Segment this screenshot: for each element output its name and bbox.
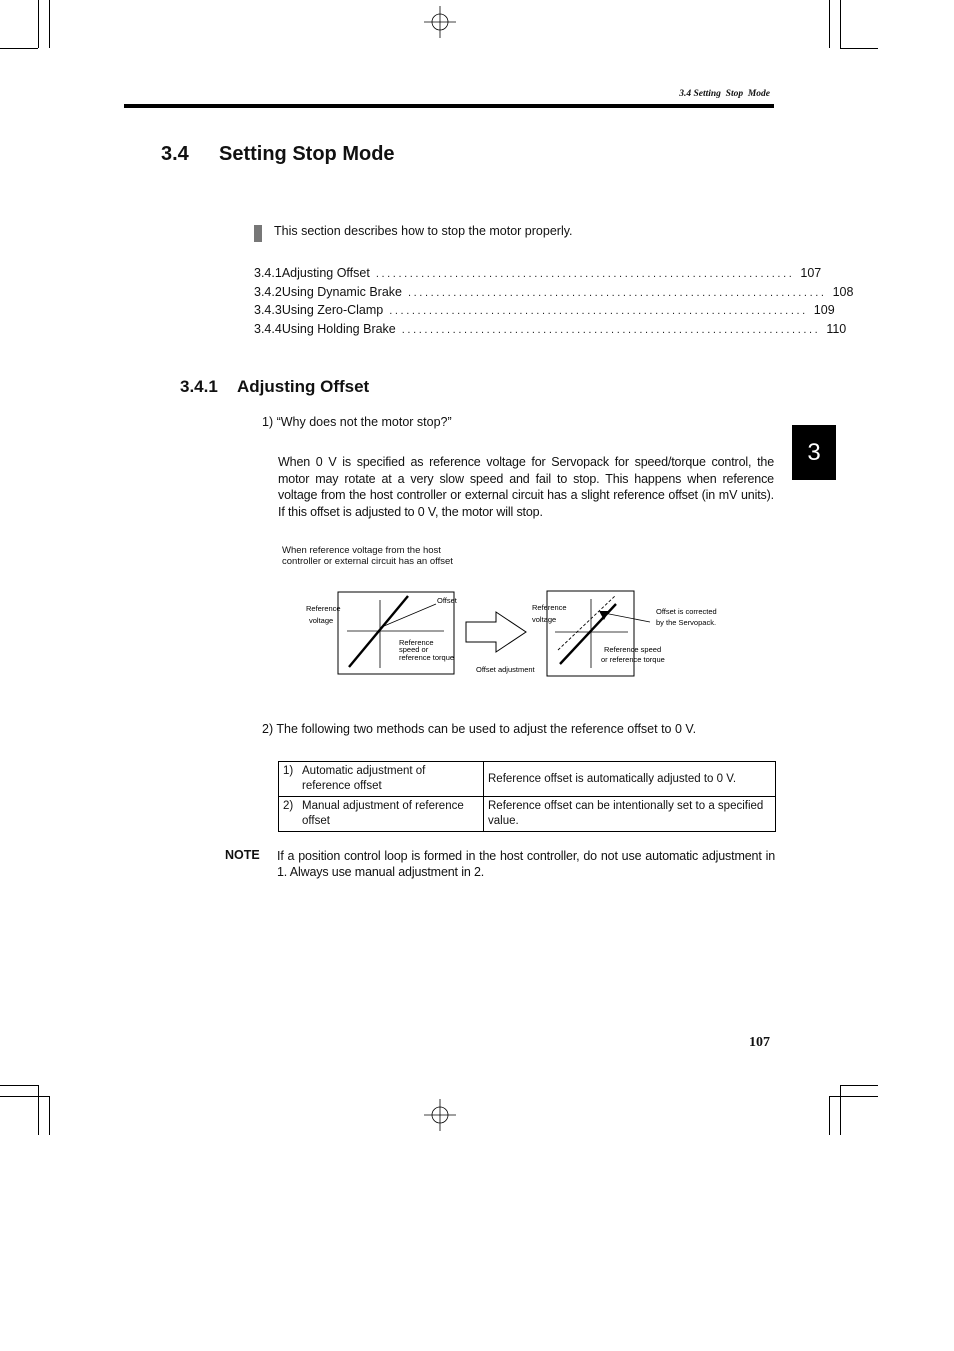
table-row <box>279 762 776 797</box>
methods-table <box>278 761 776 832</box>
toc-title: Using Dynamic Brake <box>281 284 402 299</box>
toc-page: 110 <box>826 322 847 337</box>
crop-mark <box>829 1096 830 1135</box>
table-row <box>279 797 776 832</box>
correction-arrowhead-icon <box>599 611 609 620</box>
page-number: 107 <box>749 1035 770 1050</box>
right-axis-label: or reference torque <box>601 655 665 664</box>
method-number: 1) <box>283 765 294 777</box>
toc-number: 3.4.1 <box>254 266 282 280</box>
crop-mark <box>840 1085 878 1086</box>
right-ref-voltage-label: Reference <box>532 603 567 612</box>
methods-intro: 2) The following two methods can be used to adjust the reference offset to 0 V. <box>262 722 697 736</box>
method-name-cell <box>279 762 484 797</box>
method-description: Reference offset is automatically adjusted to 0 V. <box>484 762 776 797</box>
chapter-tab[interactable]: 3 <box>792 425 836 480</box>
left-graph <box>306 592 458 674</box>
toc-leader: .......................................................................... <box>408 286 827 299</box>
crop-mark <box>49 1096 50 1135</box>
toc-number: 3.4.2 <box>254 284 282 299</box>
method-description: Reference offset can be intentionally set to a specified value. <box>484 797 776 832</box>
left-axis-label: Reference <box>399 638 434 647</box>
method-number: 2) <box>283 800 294 812</box>
registration-mark-bottom <box>424 1099 456 1131</box>
method-name-cell <box>279 797 484 832</box>
toc-page: 107 <box>800 266 822 280</box>
section-number: 3.4 <box>161 143 189 165</box>
crop-mark <box>840 1085 841 1135</box>
left-axis-label: reference torque <box>399 653 455 662</box>
toc-leader: .......................................................................... <box>401 324 821 337</box>
left-ref-voltage-label: voltage <box>309 616 334 625</box>
subsection-number: 3.4.1 <box>180 377 218 396</box>
toc-number: 3.4.4 <box>254 322 282 337</box>
right-axis-label: Reference speed <box>604 645 662 654</box>
right-ref-voltage-label: voltage <box>532 615 557 624</box>
method-label: Automatic adjustment of reference offset <box>302 765 426 792</box>
crop-mark <box>829 1096 878 1097</box>
corrected-label: by the Servopack. <box>656 618 717 627</box>
note-label: NOTE <box>225 848 260 862</box>
toc-title: Using Zero-Clamp <box>281 303 384 318</box>
toc-number: 3.4.3 <box>254 303 282 318</box>
toc-leader: .......................................................................... <box>389 305 808 318</box>
explanation-paragraph: When 0 V is specified as reference voltage for Servopack for speed/torque control, the motor may rotate at a very slow speed and fail to stop. This happens when reference voltage from the host controller or external circuit has a slight reference offset (in mV units). If this offset is adjusted to 0 V, the motor will stop. <box>278 455 774 519</box>
crop-mark <box>38 1085 39 1135</box>
method-label: Manual adjustment of reference offset <box>302 800 464 827</box>
diagram-caption-line: controller or external circuit has an offset <box>282 556 453 567</box>
section-title: Setting Stop Mode <box>219 143 395 165</box>
toc-leader: .......................................................................... <box>375 268 795 280</box>
toc-title: Using Holding Brake <box>281 322 396 337</box>
toc-page: 109 <box>813 303 835 318</box>
toc-page: 108 <box>832 284 854 299</box>
left-ref-voltage-label: Reference <box>306 604 341 613</box>
left-axis-label: speed or <box>399 645 429 654</box>
right-graph <box>532 591 717 676</box>
diagram-caption-line: When reference voltage from the host <box>282 545 441 556</box>
running-head: 3.4 Setting Stop Mode <box>679 89 770 99</box>
arrow-icon <box>466 612 526 652</box>
crop-mark <box>0 1096 50 1097</box>
adjustment-arrow <box>466 612 536 674</box>
toc-title: Adjusting Offset <box>281 266 370 280</box>
note-text: If a position control loop is formed in the host controller, do not use automatic adjustment in 1. Always use manual adjustment in 2. <box>277 849 775 879</box>
intro-text: This section describes how to stop the motor properly. <box>274 224 573 238</box>
offset-label: Offset <box>437 596 457 605</box>
corrected-pointer <box>604 613 650 622</box>
crop-mark <box>0 1085 38 1086</box>
question-item: 1) “Why does not the motor stop?” <box>262 415 452 429</box>
original-offset-curve <box>558 595 616 650</box>
corrected-label: Offset is corrected <box>656 607 717 616</box>
subsection-title: Adjusting Offset <box>237 377 370 396</box>
offset-adjustment-label: Offset adjustment <box>476 665 535 674</box>
